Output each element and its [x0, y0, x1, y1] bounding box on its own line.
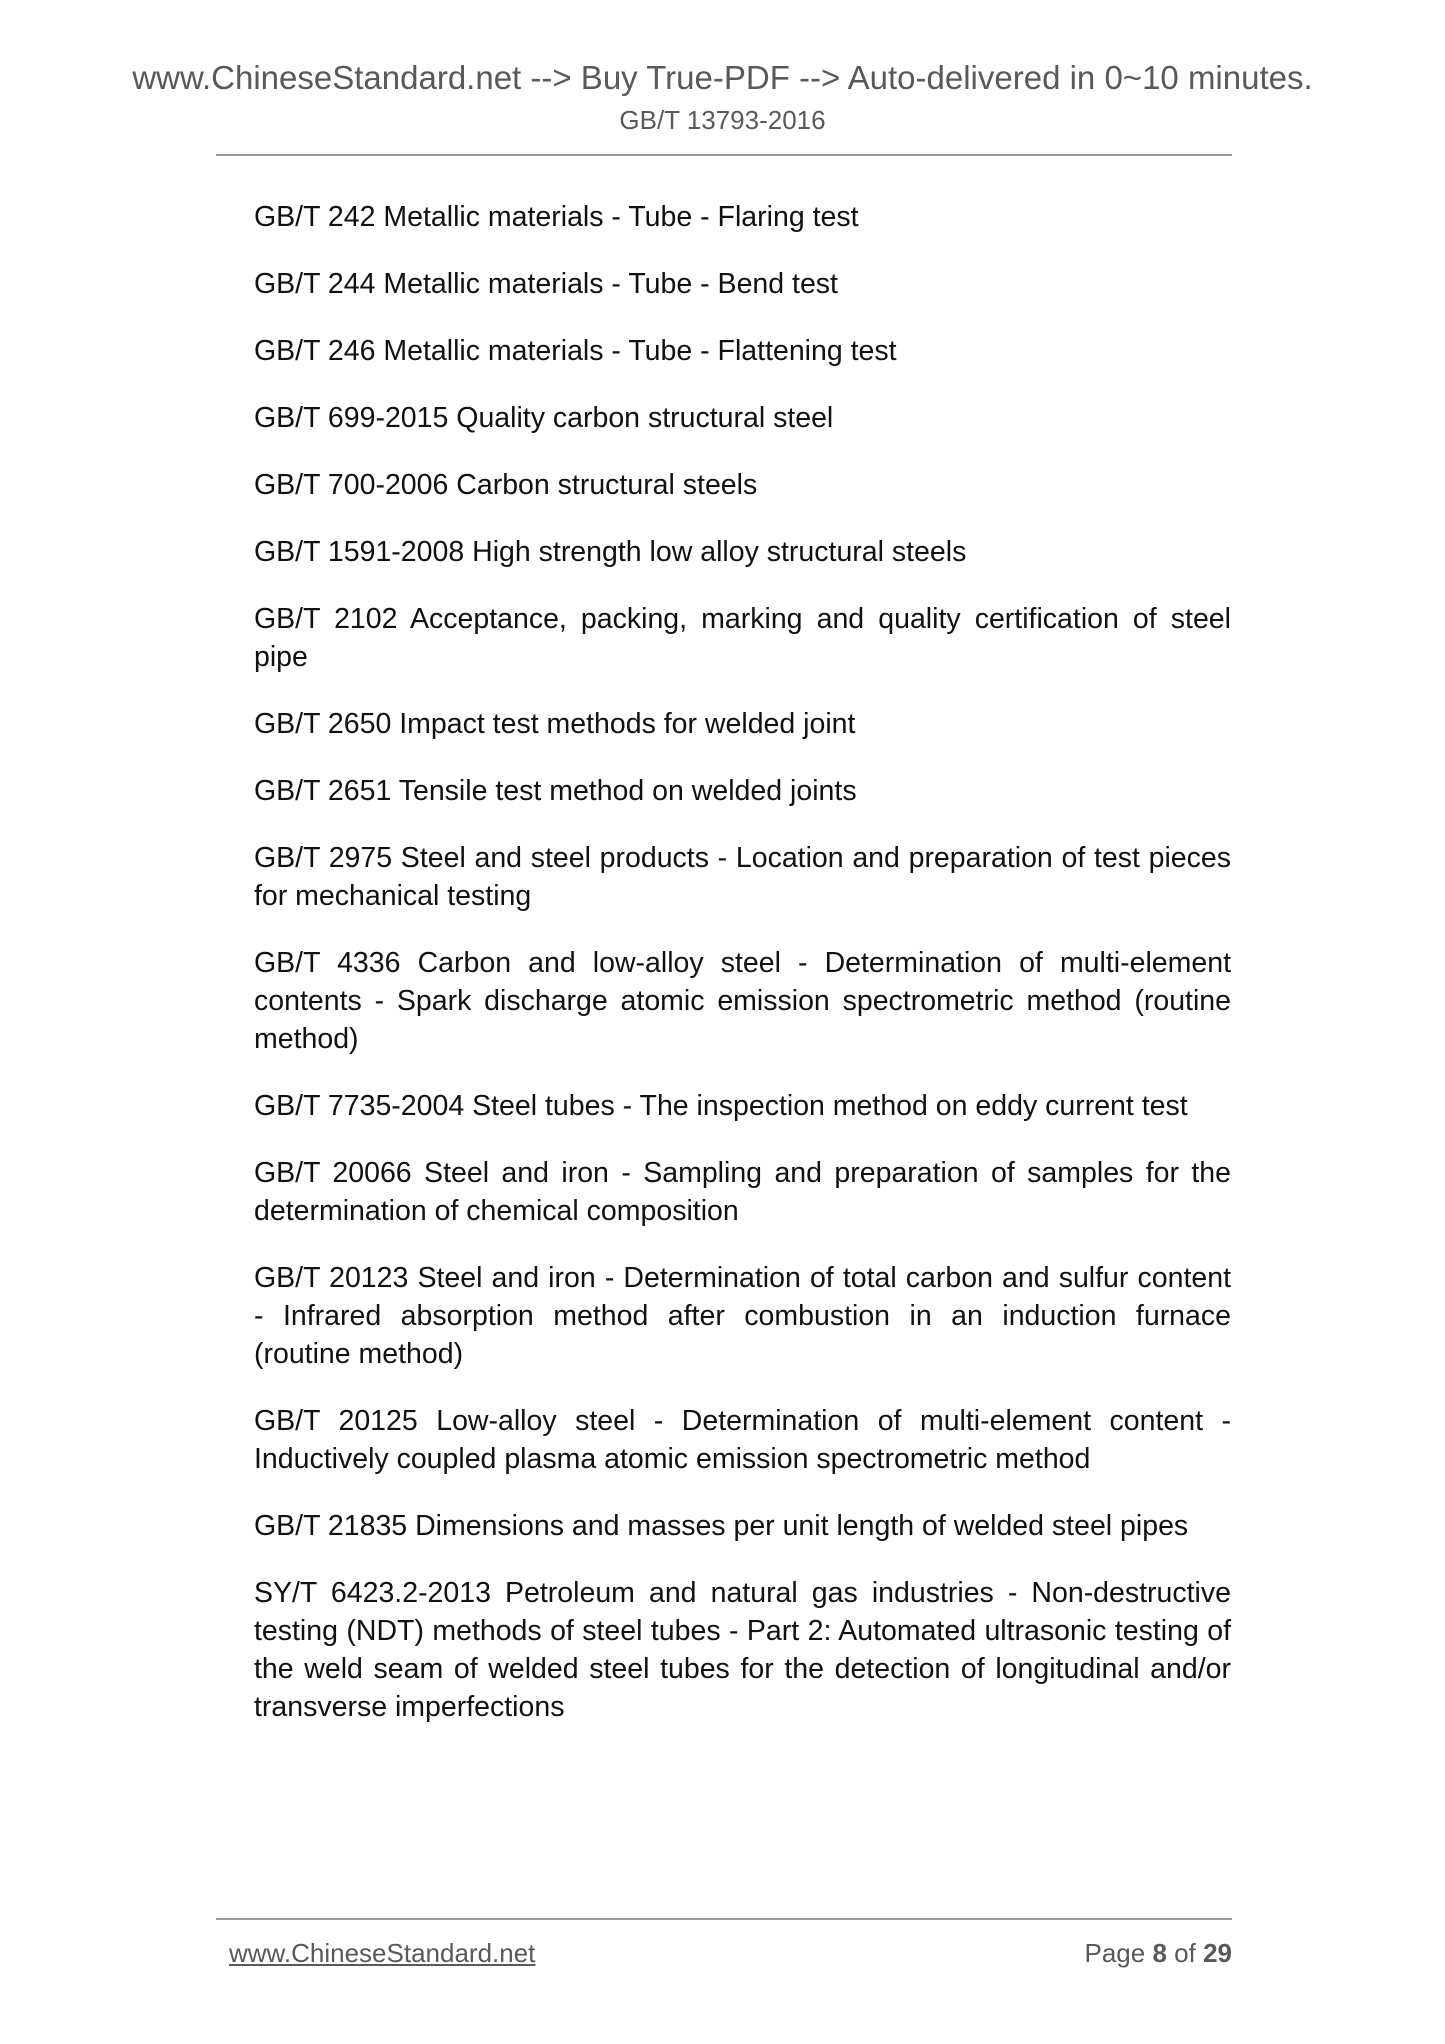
current-page-number: 8: [1152, 1938, 1167, 1968]
footer-divider: [216, 1918, 1232, 1920]
page-prefix: Page: [1084, 1938, 1146, 1968]
reference-item: GB/T 20125 Low-alloy steel - Determination of multi-element content - Inductively coupled plasma atomic emission spectrometric method: [254, 1405, 1231, 1475]
page-of-label: of: [1174, 1938, 1196, 1968]
reference-item: GB/T 244 Metallic materials - Tube - Bend test: [254, 268, 838, 300]
reference-item: GB/T 21835 Dimensions and masses per unit length of welded steel pipes: [254, 1510, 1189, 1542]
total-page-count: 29: [1203, 1938, 1232, 1968]
reference-item: GB/T 20123 Steel and iron - Determination of total carbon and sulfur content - Infrared absorption method after combustion in an induction furnace (routine method): [254, 1262, 1231, 1370]
reference-item: GB/T 2975 Steel and steel products - Location and preparation of test pieces for mechanical testing: [254, 842, 1231, 912]
reference-item: GB/T 2102 Acceptance, packing, marking and quality certification of steel pipe: [254, 603, 1231, 673]
footer-site-link[interactable]: www.ChineseStandard.net: [229, 1938, 536, 1968]
header-divider: [216, 154, 1232, 156]
reference-item: GB/T 242 Metallic materials - Tube - Flaring test: [254, 201, 859, 233]
reference-item: GB/T 699-2015 Quality carbon structural steel: [254, 402, 834, 434]
reference-item: GB/T 1591-2008 High strength low alloy structural steels: [254, 536, 967, 568]
reference-item: SY/T 6423.2-2013 Petroleum and natural gas industries - Non-destructive testing (NDT) methods of steel tubes - Part 2: Automated ultrasonic testing of the weld seam of welded steel tubes for the detection of longitudinal and/or transverse imperfections: [254, 1577, 1231, 1723]
reference-item: GB/T 7735-2004 Steel tubes - The inspection method on eddy current test: [254, 1090, 1188, 1122]
reference-item: GB/T 246 Metallic materials - Tube - Flattening test: [254, 335, 897, 367]
page-indicator: [1084, 1937, 1232, 1969]
normative-references-list: [254, 198, 1231, 1755]
reference-item: GB/T 700-2006 Carbon structural steels: [254, 469, 758, 501]
reference-item: GB/T 4336 Carbon and low-alloy steel - Determination of multi-element contents - Spark discharge atomic emission spectrometric method (routine method): [254, 947, 1231, 1055]
reference-item: GB/T 20066 Steel and iron - Sampling and preparation of samples for the determination of chemical composition: [254, 1157, 1231, 1227]
header-banner: www.ChineseStandard.net --> Buy True-PDF --> Auto-delivered in 0~10 minutes.: [132, 59, 1313, 96]
standard-code: GB/T 13793-2016: [619, 105, 826, 135]
reference-item: GB/T 2650 Impact test methods for welded joint: [254, 708, 856, 740]
reference-item: GB/T 2651 Tensile test method on welded joints: [254, 775, 857, 807]
